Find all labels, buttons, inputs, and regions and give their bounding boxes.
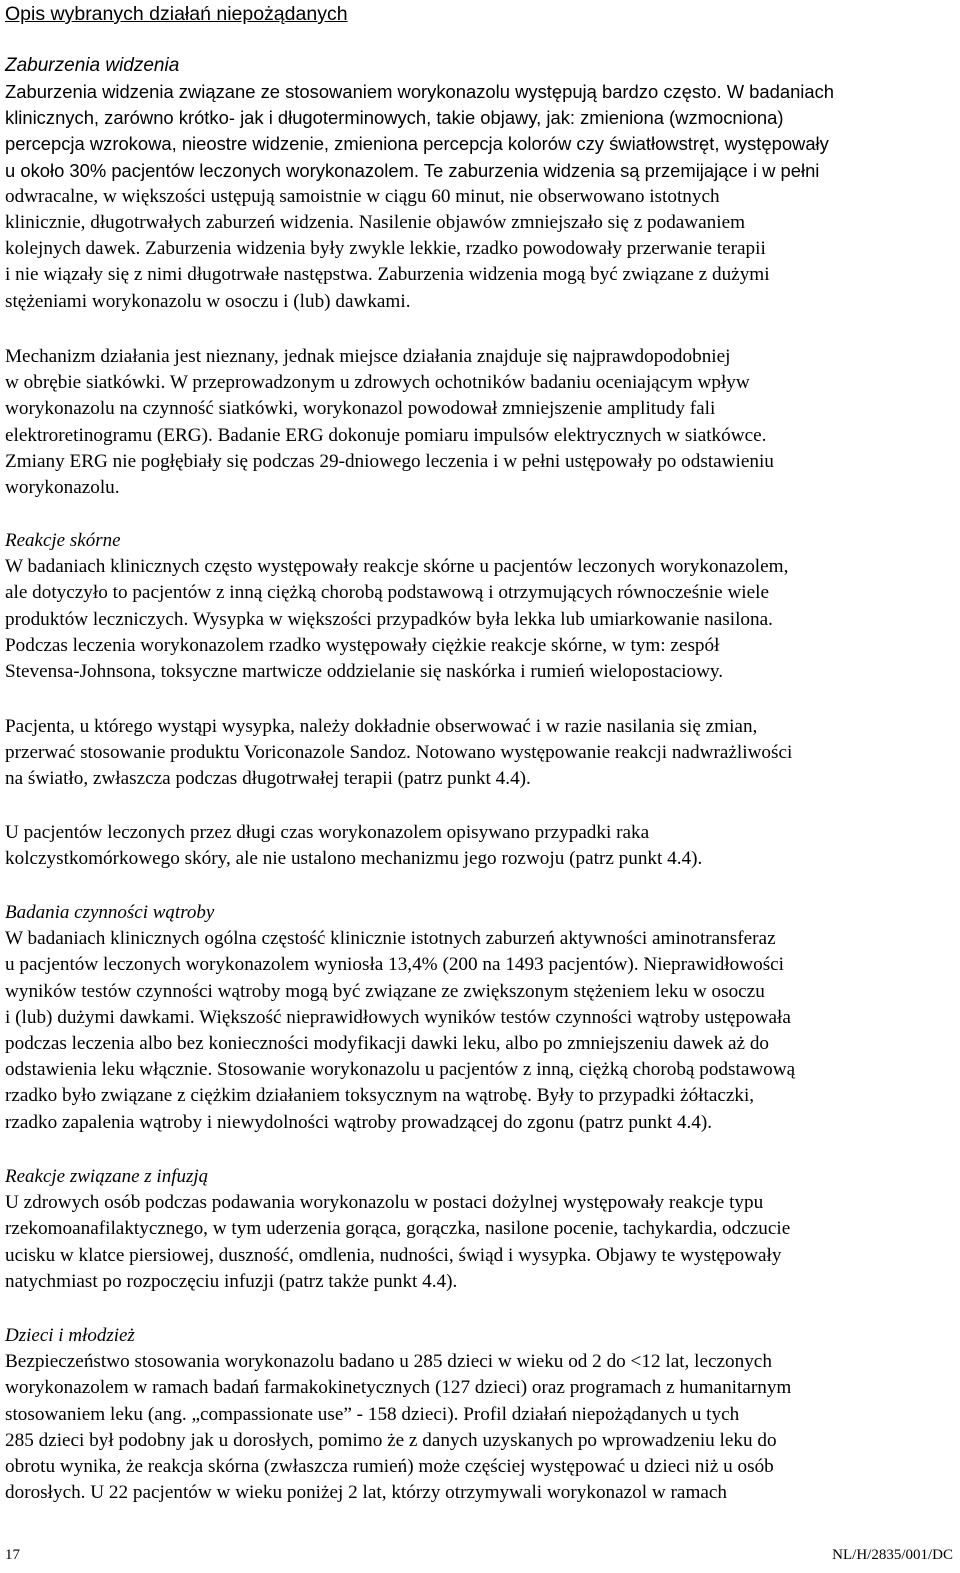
text-line: produktów leczniczych. Wysypka w większości przypadków była lekka lub umiarkowanie nasilona. [5, 608, 773, 630]
paragraph-rash [5, 714, 953, 793]
text-line: kolczystkomórkowego skóry, ale nie ustalono mechanizmu jego rozwoju (patrz punkt 4.4). [5, 848, 703, 870]
paragraph-mechanism [5, 344, 953, 501]
text-line: Pacjenta, u którego wystąpi wysypka, należy dokładnie obserwować i w razie nasilania się zmian, [5, 716, 758, 737]
text-line: rzekomoanafilaktycznego, w tym uderzenia gorąca, gorączka, nasilone pocenie, tachykardia, odczucie [5, 1218, 791, 1240]
text-line: natychmiast po rozpoczęciu infuzji (patrz także punkt 4.4). [5, 1270, 458, 1292]
section-liver [5, 900, 953, 1136]
text-line: na światło, zwłaszcza podczas długotrwałej terapii (patrz punkt 4.4). [5, 768, 531, 790]
text-line: Stevensa-Johnsona, toksyczne martwicze oddzielanie się naskórka i rumień wielopostaciowy. [5, 661, 724, 683]
text-line: Bezpieczeństwo stosowania worykonazolu badano u 285 dzieci w wieku od 2 do <12 lat, leczonych [5, 1351, 772, 1373]
text-line: ale dotyczyło to pacjentów z inną ciężką chorobą podstawową i otrzymujących równocześnie wiele [5, 582, 769, 604]
text-line: obrotu wynika, że reakcja skórna (zwłaszcza rumień) może częściej występować u dzieci niż u osób [5, 1456, 774, 1478]
text-line: u około 30% pacjentów leczonych worykonazolem. Te zaburzenia widzenia są przemijające i w pełni [5, 159, 820, 181]
text-line: dorosłych. U 22 pacjentów w wieku poniżej 2 lat, którzy otrzymywali worykonazol w ramach [5, 1482, 727, 1504]
section-skin [5, 528, 953, 685]
text-line: W badaniach klinicznych często występowały reakcje skórne u pacjentów leczonych worykonazolem, [5, 556, 789, 578]
text-line: stosowaniem leku (ang. „compassionate use” - 158 dzieci). Profil działań niepożądanych u tych [5, 1403, 740, 1425]
text-line: Zaburzenia widzenia związane ze stosowaniem worykonazolu występują bardzo często. W badaniach [5, 81, 835, 102]
paragraph-carcinoma [5, 820, 953, 872]
section-heading-children: Dzieci i młodzież [5, 1325, 135, 1346]
text-line: Podczas leczenia worykonazolem rzadko występowały ciężkie reakcje skórne, w tym: zespół [5, 634, 720, 656]
page-title: Opis wybranych działań niepożądanych [5, 3, 348, 25]
text-line: i (lub) dużymi dawkami. Większość nieprawidłowych wyników testów czynności wątroby ustępowała [5, 1006, 791, 1028]
text-line: worykonazolem w ramach badań farmakokinetycznych (127 dzieci) oraz programach z humanitarnym [5, 1377, 792, 1399]
text-line: odwracalne, w większości ustępują samoistnie w ciągu 60 minut, nie obserwowano istotnych [5, 185, 720, 207]
text-line: worykonazolu. [5, 477, 120, 499]
section-heading-skin: Reakcje skórne [5, 530, 121, 551]
text-line: klinicznie, długotrwałych zaburzeń widzenia. Nasilenie objawów zmniejszało się z podawaniem [5, 212, 746, 234]
text-line: percepcja wzrokowa, nieostre widzenie, zmieniona percepcja kolorów czy światłowstręt, występowały [5, 133, 829, 155]
text-line: 285 dzieci był podobny jak u dorosłych, pomimo że z danych uzyskanych po wprowadzeniu leku do [5, 1429, 777, 1451]
text-line: Zmiany ERG nie pogłębiały się podczas 29-dniowego leczenia i w pełni ustępowały po odstawieniu [5, 450, 774, 472]
text-line: odstawienia leku włącznie. Stosowanie worykonazolu u pacjentów z inną, ciężką chorobą podstawową [5, 1059, 796, 1081]
section-heading-vision: Zaburzenia widzenia [5, 55, 180, 76]
text-line: i nie wiązały się z nimi długotrwałe następstwa. Zaburzenia widzenia mogą być związane z dużymi [5, 264, 770, 286]
text-line: u pacjentów leczonych worykonazolem wyniosła 13,4% (200 na 1493 pacjentów). Nieprawidłowości [5, 954, 785, 976]
text-line: w obrębie siatkówki. W przeprowadzonym u zdrowych ochotników badaniu oceniającym wpływ [5, 372, 750, 394]
text-line: rzadko było związane z ciężkim działaniem toksycznym na wątrobę. Były to przypadki żółtaczki, [5, 1085, 755, 1107]
section-heading-liver: Badania czynności wątroby [5, 902, 215, 923]
text-line: worykonazolu na czynność siatkówki, worykonazol powodował zmniejszenie amplitudy fali [5, 398, 716, 420]
text-line: przerwać stosowanie produktu Voriconazole Sandoz. Notowano występowanie reakcji nadwrażliwości [5, 742, 793, 764]
section-infusion [5, 1164, 953, 1295]
text-line: stężeniami worykonazolu w osoczu i (lub) dawkami. [5, 290, 411, 312]
text-line: podczas leczenia albo bez konieczności modyfikacji dawki leku, albo po zmniejszeniu dawek aż do [5, 1033, 770, 1055]
section-vision [5, 53, 953, 315]
text-line: elektroretinogramu (ERG). Badanie ERG dokonuje pomiaru impulsów elektrycznych w siatkówce. [5, 424, 767, 446]
page-number: 17 [5, 1547, 20, 1563]
text-line: Mechanizm działania jest nieznany, jednak miejsce działania znajduje się najprawdopodobniej [5, 346, 731, 367]
text-line: wyników testów czynności wątroby mogą być związane ze zwiększonym stężeniem leku w osoczu [5, 980, 765, 1002]
text-line: klinicznych, zarówno krótko- jak i długoterminowych, takie objawy, jak: zmieniona (wzmocniona) [5, 107, 784, 129]
text-line: U pacjentów leczonych przez długi czas worykonazolem opisywano przypadki raka [5, 822, 650, 843]
section-heading-infusion: Reakcje związane z infuzją [5, 1166, 209, 1187]
text-line: W badaniach klinicznych ogólna częstość klinicznie istotnych zaburzeń aktywności aminotransferaz [5, 928, 776, 950]
text-line: U zdrowych osób podczas podawania worykonazolu w postaci dożylnej występowały reakcje typu [5, 1192, 764, 1214]
text-line: rzadko zapalenia wątroby i niewydolności wątroby prowadzącej do zgonu (patrz punkt 4.4). [5, 1111, 713, 1133]
section-children [5, 1323, 953, 1506]
text-line: kolejnych dawek. Zaburzenia widzenia były zwykle lekkie, rzadko powodowały przerwanie terapii [5, 238, 766, 260]
document-code: NL/H/2835/001/DC [832, 1547, 953, 1563]
text-line: ucisku w klatce piersiowej, duszność, omdlenia, nudności, świąd i wysypka. Objawy te występowały [5, 1244, 782, 1266]
